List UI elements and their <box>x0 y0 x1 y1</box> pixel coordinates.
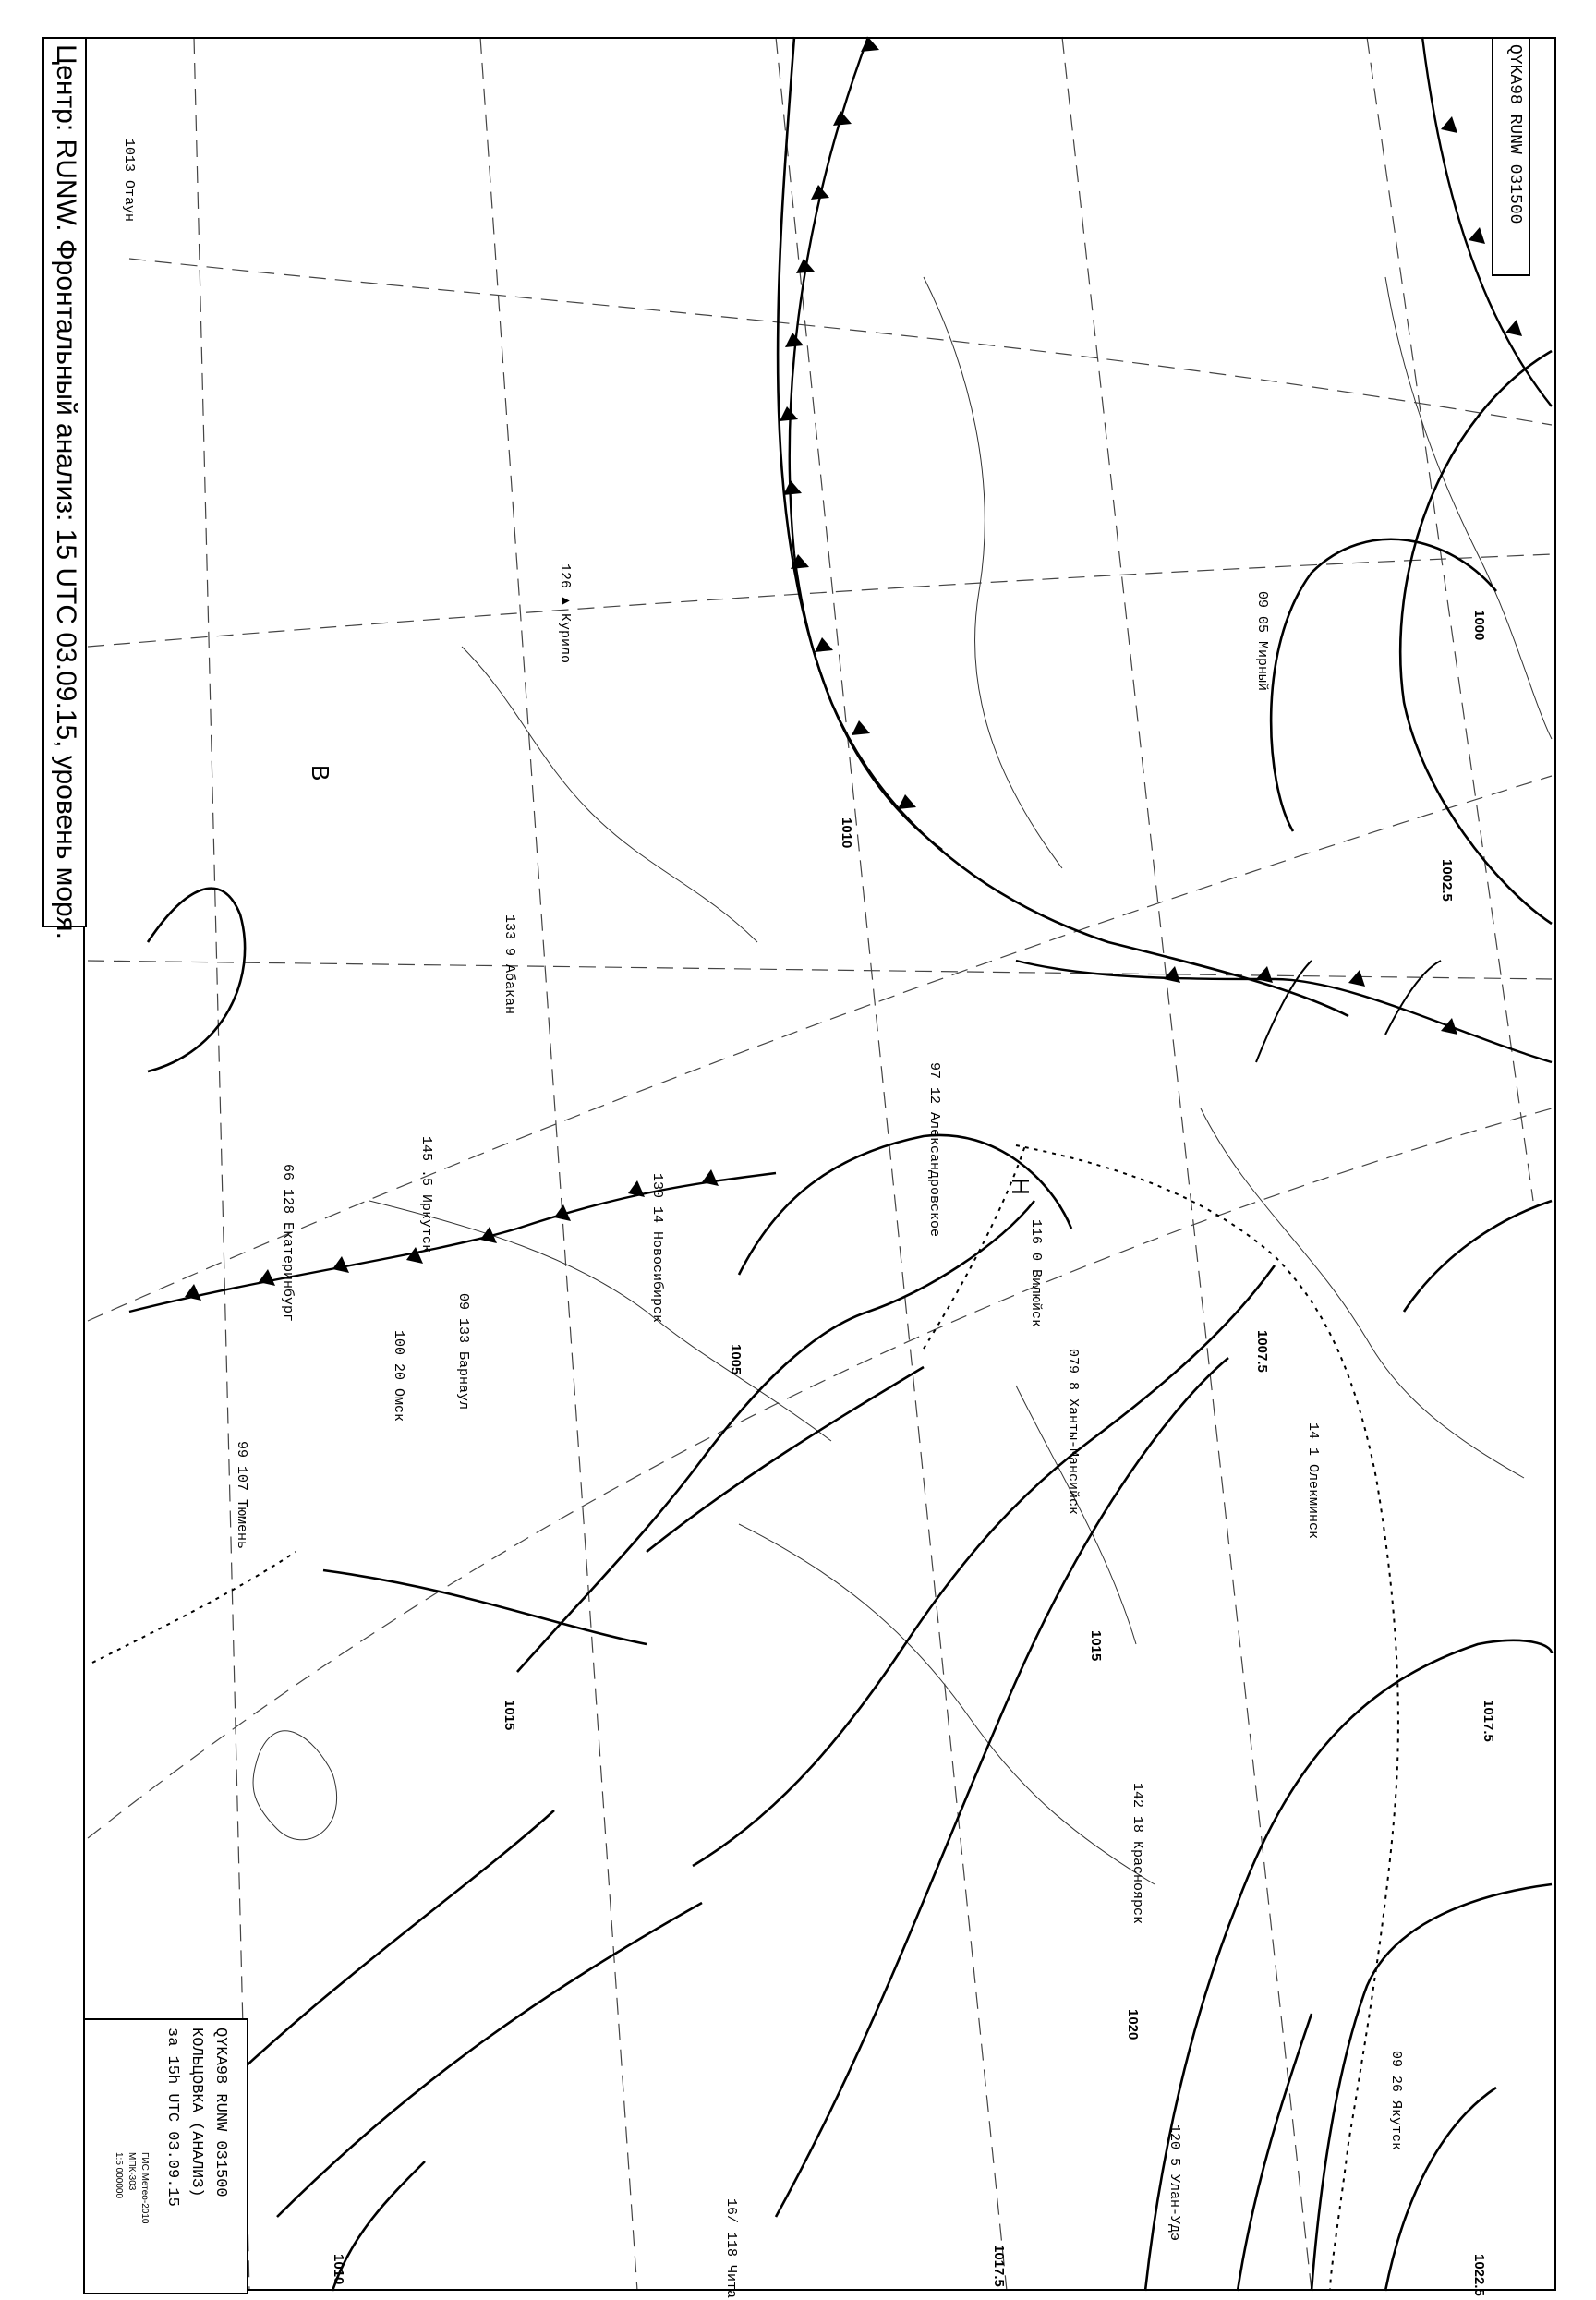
corner-code: QYKA98 RUNW 031500 <box>1505 44 1524 224</box>
pressure-center-label: Н <box>1007 1178 1034 1195</box>
legend-line6: 1:5 000000 <box>114 2152 124 2199</box>
station-value: 09 133 <box>455 1293 471 1352</box>
isobar-label: 1015 <box>502 1700 517 1731</box>
page-title: Центр: RUNW. Фронтальный анализ: 15 UTC 03.09.15, уровень моря. <box>51 44 81 939</box>
station-plot <box>557 563 573 663</box>
station-name: Курило <box>557 613 573 664</box>
station-value: 16/ 118 <box>723 2198 739 2266</box>
isobar-label: 1005 <box>728 1344 744 1375</box>
isobar-label: 1010 <box>839 817 854 849</box>
isobar-label: 1017.5 <box>991 2245 1007 2287</box>
station-name: Барнаул <box>455 1351 471 1410</box>
station-value: 133 9 <box>502 914 517 965</box>
station-name: Отаун <box>121 180 137 223</box>
station-name: Улан-Удэ <box>1167 2174 1182 2242</box>
station-plot <box>1028 1219 1044 1327</box>
station-value: 99 107 <box>234 1441 249 1500</box>
station-name: Якутск <box>1388 2100 1404 2151</box>
station-value: 1013 <box>121 139 137 181</box>
station-plot <box>502 914 517 1014</box>
station-plot <box>1305 1422 1321 1539</box>
station-plot <box>391 1330 406 1422</box>
station-value: 130 14 <box>649 1173 665 1232</box>
station-value: 142 18 <box>1130 1783 1145 1842</box>
station-value: 116 0 <box>1028 1219 1044 1270</box>
station-name: Абакан <box>502 964 517 1015</box>
station-value: 09 26 <box>1388 2051 1404 2101</box>
station-value: 100 20 <box>391 1330 406 1389</box>
isobar-label: 1010 <box>331 2254 346 2285</box>
station-plot <box>926 1062 942 1237</box>
isobar-label: 1002.5 <box>1439 859 1455 902</box>
legend-line5: МПК-303 <box>127 2152 137 2191</box>
isobar-label: 1022.5 <box>1471 2254 1487 2296</box>
station-value: 09 05 <box>1254 591 1270 642</box>
station-name: Мирный <box>1254 641 1270 692</box>
station-name: Тюмень <box>234 1499 249 1550</box>
station-value: 079 8 <box>1065 1349 1081 1399</box>
station-plot <box>723 2198 739 2298</box>
pressure-center-label: В <box>307 765 334 781</box>
map-frame <box>83 37 1556 2291</box>
station-plot <box>1388 2051 1404 2150</box>
station-plot <box>280 1164 296 1322</box>
isobar-label: 1000 <box>1471 610 1487 641</box>
station-plot <box>1254 591 1270 691</box>
isobar-label: 1015 <box>1088 1630 1104 1662</box>
station-name: Александровское <box>926 1112 942 1238</box>
station-name: Новосибирск <box>649 1231 665 1324</box>
station-plot <box>234 1441 249 1549</box>
station-plot <box>649 1173 665 1323</box>
station-plot <box>1130 1783 1145 1924</box>
legend-line4: ГИС Метео-2010 <box>139 2152 150 2224</box>
station-name: Омск <box>391 1388 406 1422</box>
legend-line1: QYKA98 RUNW 031500 <box>212 2028 229 2197</box>
legend-line3: за 15h UTC 03.09.15 <box>163 2028 181 2207</box>
station-value: 126 ▲ <box>557 563 573 614</box>
station-name: Олекминск <box>1305 1464 1321 1540</box>
station-plot <box>1065 1349 1081 1515</box>
station-value: 66 128 <box>280 1164 296 1223</box>
station-name: Вилюйск <box>1028 1269 1044 1328</box>
station-value: 14 1 <box>1305 1422 1321 1465</box>
station-value: 145 .5 <box>418 1136 434 1195</box>
station-plot <box>121 139 137 222</box>
station-name: Екатеринбург <box>280 1222 296 1323</box>
station-plot <box>418 1136 434 1253</box>
isobar-label: 1017.5 <box>1481 1700 1496 1742</box>
station-plot <box>455 1293 471 1410</box>
station-value: 120 5 <box>1167 2124 1182 2175</box>
station-name: Ханты-Мансийск <box>1065 1398 1081 1516</box>
station-name: Чита <box>723 2265 739 2299</box>
station-plot <box>1167 2124 1182 2241</box>
station-value: 97 12 <box>926 1062 942 1113</box>
legend-line2: КОЛЬЦОВКА (АНАЛИЗ) <box>187 2028 205 2197</box>
isobar-label: 1007.5 <box>1254 1330 1270 1373</box>
station-name: Иркутск <box>418 1194 434 1253</box>
station-name: Красноярск <box>1130 1841 1145 1925</box>
isobar-label: 1020 <box>1125 2009 1141 2040</box>
